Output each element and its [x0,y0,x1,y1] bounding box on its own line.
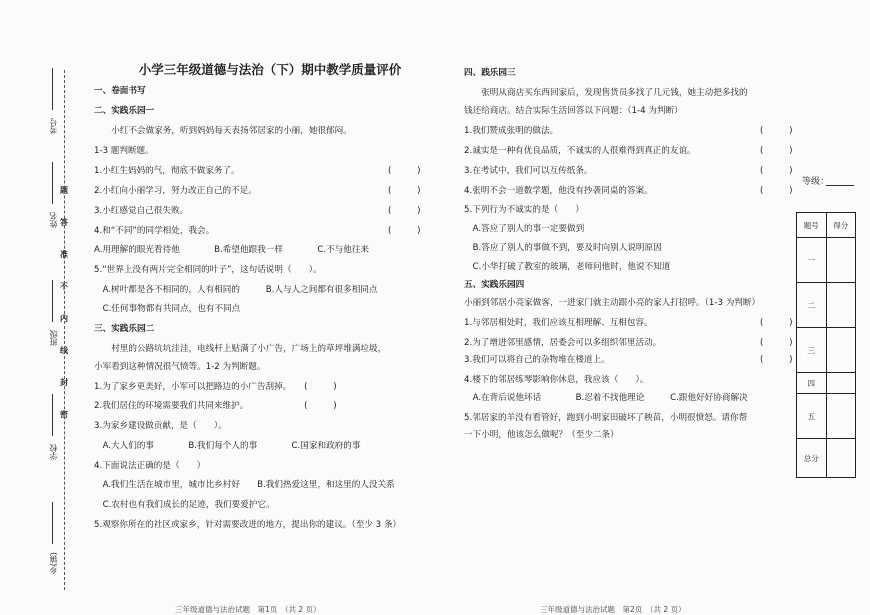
question-line: A.树叶都是各不相同的，人有相同的 B.人与人之间都有很多相同点 [94,285,378,295]
question-line: 五、实践乐园四 [464,280,525,290]
question-line: 2.诚实是一种有优良品质，不诚实的人很难得到真正的友谊。 [464,146,696,156]
answer-blank[interactable]: ( ) [760,338,793,348]
question-line: 2.我们居住的环境需要我们共同来维护。 ( ) [94,401,337,411]
question-line: 1-3 题判断题。 [94,146,154,156]
question-line: C.小华打破了教室的玻璃，老师问他时，他说不知道 [464,262,671,272]
answer-blank[interactable]: ( ) [760,186,793,196]
binding-label: 考号 [49,118,58,134]
grade-label: 等级： [802,177,830,187]
binding-blank-line [52,502,53,544]
answer-blank[interactable]: ( ) [388,186,421,196]
question-line: 3.小红感觉自己很失败。 [94,206,189,216]
score-header-cell: 题号 [797,213,827,238]
binding-blank-line [52,394,53,436]
score-cell[interactable] [826,283,856,328]
score-cell[interactable] [826,373,856,394]
score-cell[interactable] [826,238,856,283]
binding-blank-line [52,68,53,110]
score-cell[interactable] [826,439,856,478]
question-line: 钱还给商店。结合实际生活回答以下问题：（1-4 为判断） [464,106,683,116]
question-line: 3.在考试中，我们可以互传纸条。 [464,166,593,176]
binding-label: 姓名 [49,212,58,228]
score-row-label: 一 [797,238,827,283]
score-row-label: 三 [797,328,827,373]
question-line: 5.邻居家的羊没有看管好，跑到小明家田破坏了秧苗，小明很愤怒。请你帮 [464,413,748,423]
question-line: 3.我们可以将自己的杂物堆在楼道上。 [464,355,610,365]
binding-label: 班级 [49,330,58,346]
question-line: 2.为了增进邻里感情，居委会可以多组织邻里活动。 [464,338,662,348]
answer-blank[interactable]: ( ) [388,206,421,216]
seal-char: 不 [60,282,68,291]
answer-blank[interactable]: ( ) [388,226,421,236]
question-line: A.我们生活在城市里，城市比乡村好 B.我们热爱这里，和这里的人没关系 [94,480,395,490]
score-row-label: 总分 [797,439,827,478]
binding-blank-line [52,162,53,204]
question-line: 4.和“不同”的同学相处，我会。 [94,226,215,236]
question-line: 张明从商店买东西回家后，发现售货员多找了几元钱，她主动把多找的 [464,88,748,98]
question-line: C.任何事物都有共同点，也有不同点 [94,304,241,314]
grade-blank [826,185,854,186]
question-line: 1.与邻居相处时，我们应该互相理解、互相包容。 [464,318,653,328]
question-line: 5.观察你所在的社区或家乡，针对需要改进的地方，提出你的建议。（至少 3 条） [94,520,402,530]
binding-blank-line [52,280,53,322]
question-line: 村里的公路坑坑洼洼，电线杆上贴满了小广告，广场上的草坪堆满垃圾， [94,344,387,354]
question-line: A.答应了别人的事一定要做到 [464,224,585,234]
question-line: 一下小明，他该怎么做呢？（至少二条） [464,430,619,440]
score-row-label: 四 [797,373,827,394]
question-line: A.大人们的事 B.我们每个人的事 C.国家和政府的事 [94,441,361,451]
question-line: C.农村也有我们成长的足迹，我们要爱护它。 [94,500,275,510]
binding-label: 乡(镇) [49,552,58,575]
question-line: 2.小红向小丽学习，努力改正自己的不足。 [94,186,257,196]
seal-char: 内 [60,314,68,323]
answer-blank[interactable]: ( ) [760,146,793,156]
question-line: 1.为了家乡更美好，小军可以把路边的小广告刮掉。 ( ) [94,382,337,392]
seal-char: 答 [60,218,68,227]
answer-blank[interactable]: ( ) [760,355,793,365]
question-line: 四、践乐园三 [464,68,516,78]
question-line: 1.我们赞成张明的做法。 [464,126,559,136]
score-row-label: 二 [797,283,827,328]
question-line: 二、实践乐园一 [94,106,155,116]
question-line: 小红不会做家务，听到妈妈每天表扬邻居家的小丽，她很郁闷。 [94,126,352,136]
question-line: 三、实践乐园二 [94,324,155,334]
question-line: A.用理解的眼光看待他 B.希望他跟我一样 C.不与他往来 [94,245,370,255]
question-line: B.答应了别人的事做不到，要及时向别人说明原因 [464,243,662,253]
binding-cut-line [64,70,65,590]
score-header-cell: 得分 [826,213,856,238]
question-line: 5.“世界上没有两片完全相同的叶子”，这句话说明（ ）。 [94,265,322,275]
seal-char: 题 [60,186,68,195]
question-line: 一、卷面书写 [94,86,146,96]
question-line: 小军看到这种情况很气愤等。1-2 为判断题。 [94,362,266,372]
question-line: 小丽到邻居小亮家做客，一进家门就主动跟小亮的家人打招呼。（1-3 为判断） [464,298,761,308]
question-line: 3.为家乡建设做贡献，是（ ）。 [94,421,227,431]
question-line: 1.小红生妈妈的气，彻底不做家务了。 [94,166,240,176]
footer-page-2: 三年级道德与法治试题 第2页 （共 2 页） [540,605,686,614]
score-cell[interactable] [826,328,856,373]
seal-char: 密 [60,410,68,419]
exam-title: 小学三年级道德与法治（下）期中教学质量评价 [138,62,402,77]
answer-blank[interactable]: ( ) [760,126,793,136]
score-table [796,212,856,478]
seal-char: 线 [60,346,68,355]
answer-blank[interactable]: ( ) [760,166,793,176]
footer-page-1: 三年级道德与法治试题 第1页 （共 2 页） [175,605,321,614]
question-line: 4.下面说法正确的是（ ） [94,461,206,471]
binding-label: 学校 [49,444,58,460]
score-row-label: 五 [797,394,827,439]
question-line: 4.张明不会一道数学题，他没有抄袭同桌的答案。 [464,186,653,196]
seal-char: 封 [60,378,68,387]
answer-blank[interactable]: ( ) [760,318,793,328]
question-line: 5.下列行为不诚实的是（ ） [464,205,584,215]
question-line: A.在背后说他坏话 B.忍着不找他理论 C.跟他好好协商解决 [464,393,748,403]
seal-char: 准 [60,250,68,259]
answer-blank[interactable]: ( ) [388,166,421,176]
score-cell[interactable] [826,394,856,439]
question-line: 4.楼下的邻居练琴影响你休息，我应该（ ）。 [464,375,649,385]
